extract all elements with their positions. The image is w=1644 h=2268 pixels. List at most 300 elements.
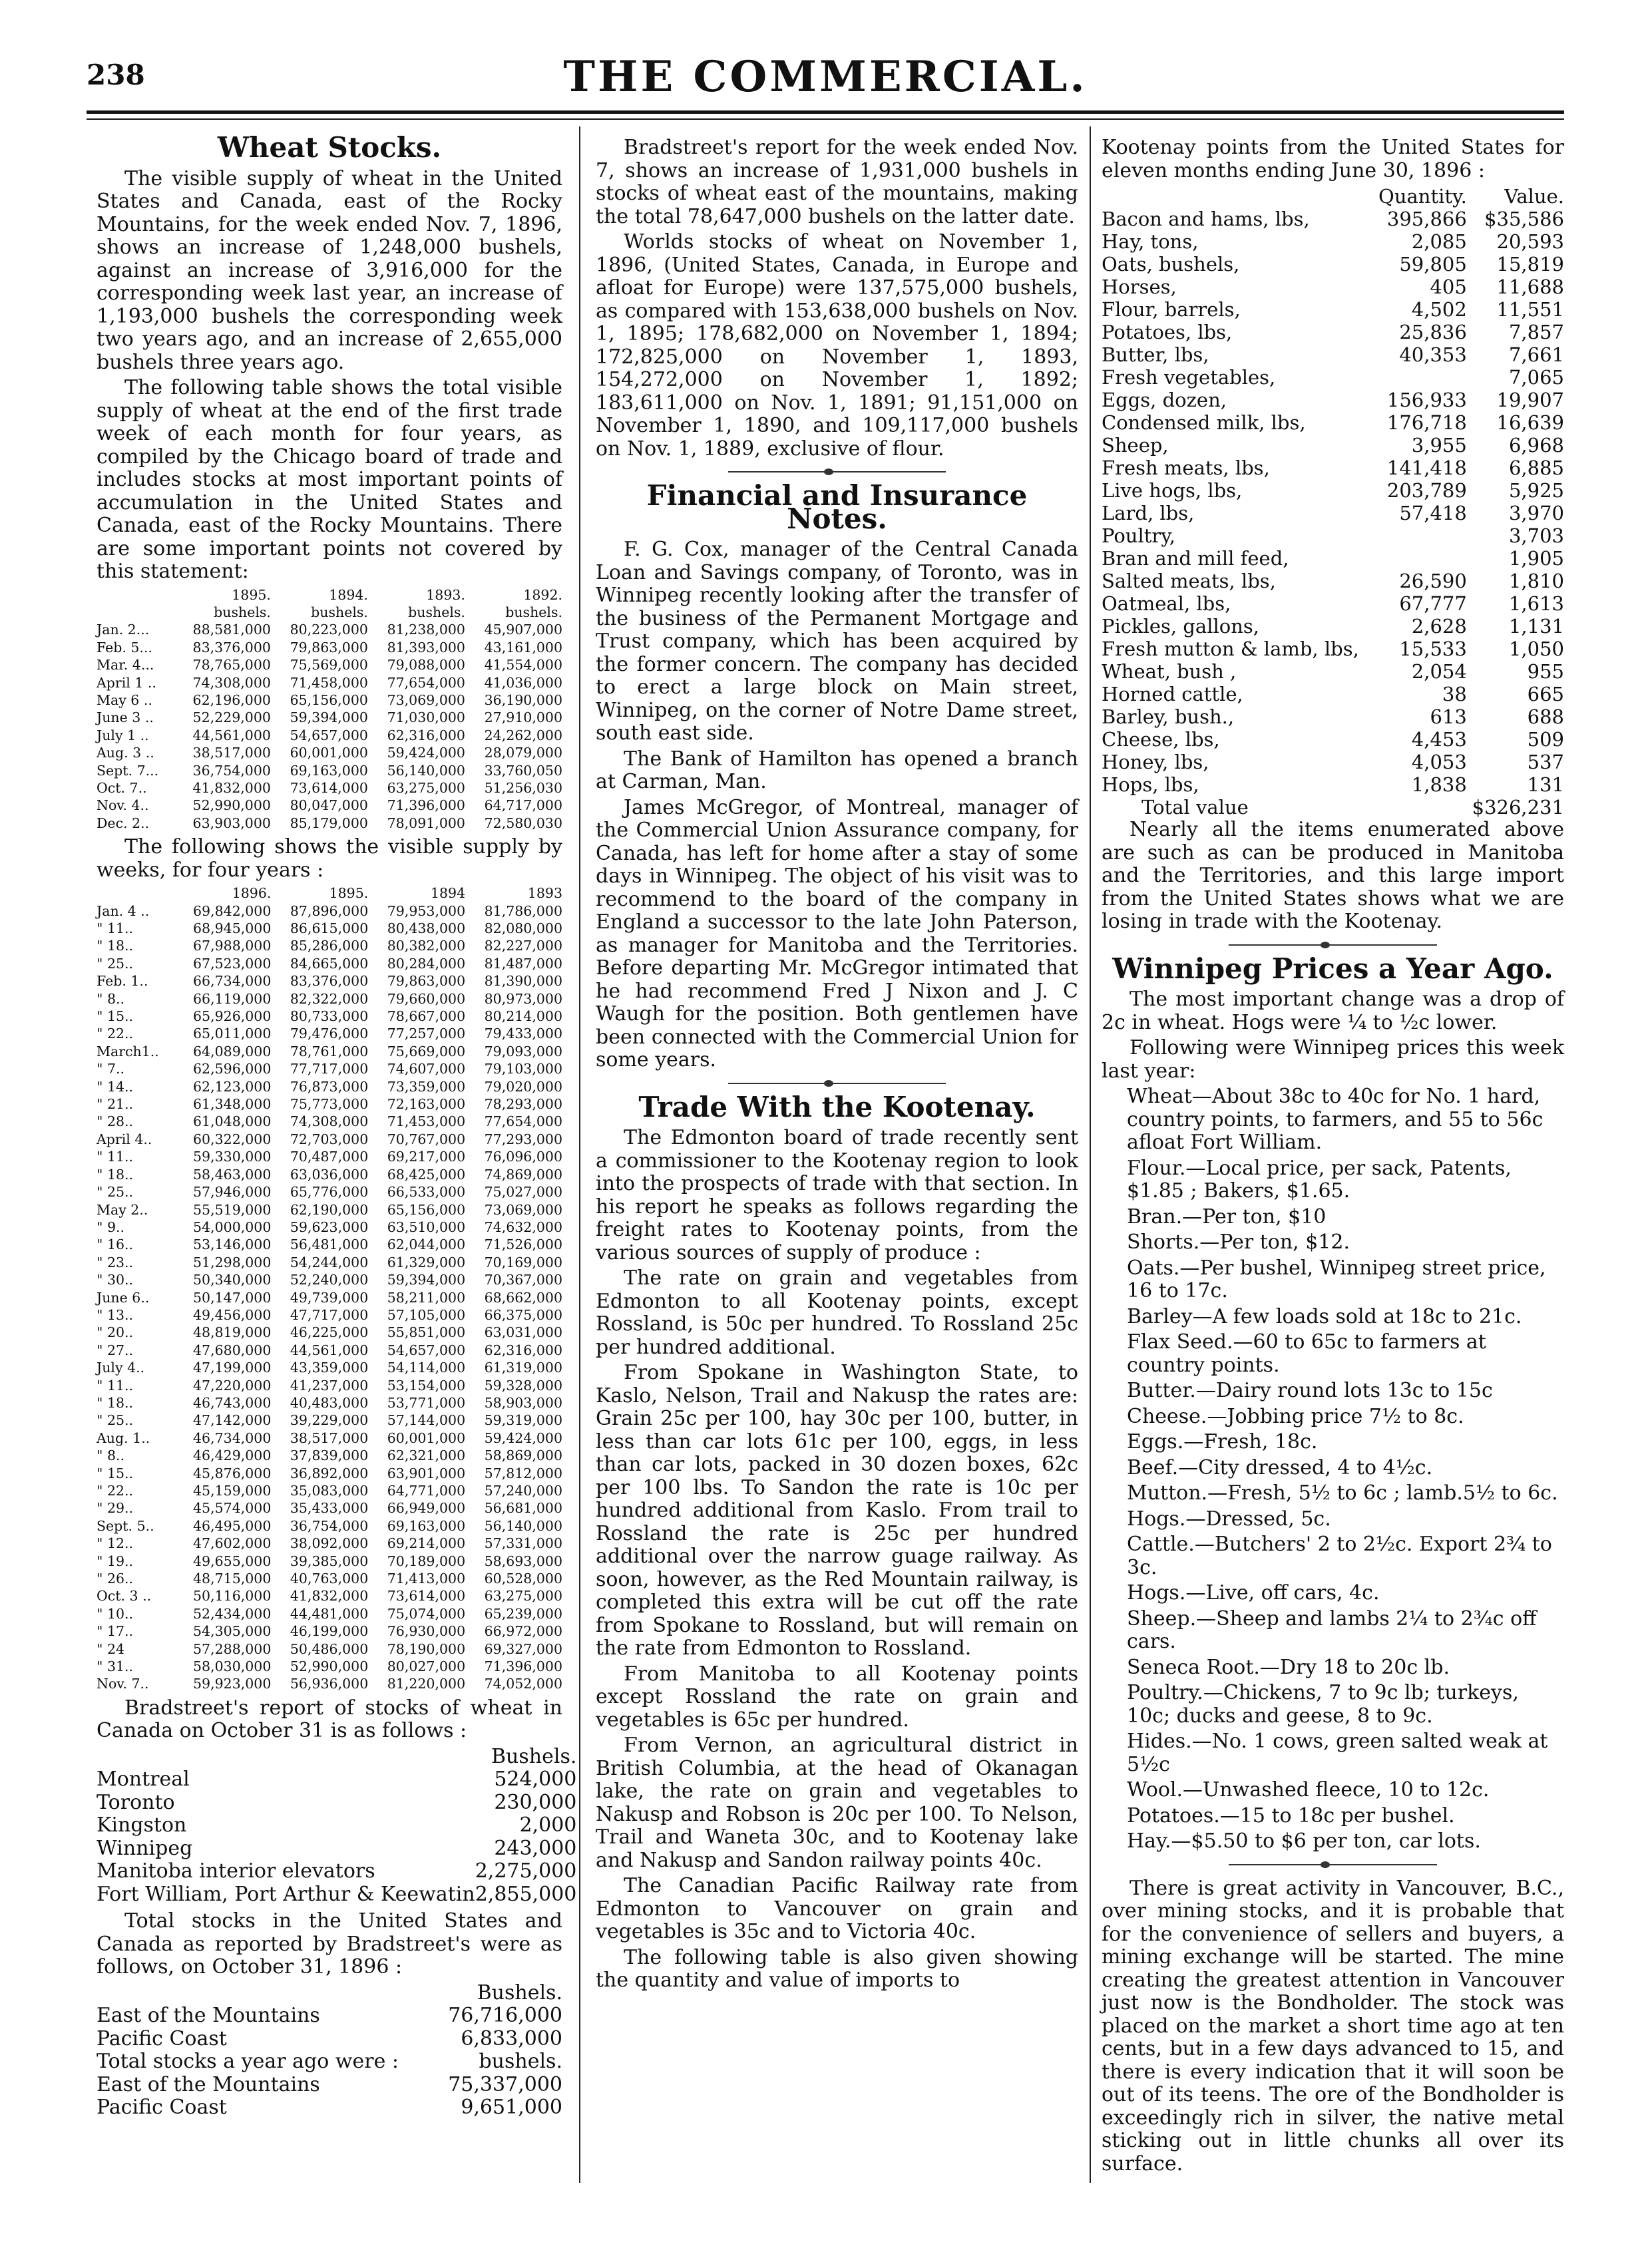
table-row <box>97 955 562 972</box>
row-value: 38,092,000 <box>290 1535 369 1552</box>
row-label: April 4.. <box>97 1131 152 1147</box>
row-value: 65,239,000 <box>484 1605 562 1622</box>
row-label: " 25.. <box>97 1412 134 1429</box>
row-value: 81,487,000 <box>484 955 562 972</box>
row-value: 41,237,000 <box>290 1377 369 1394</box>
ledger-row <box>97 1792 576 1815</box>
price-item: Eggs.—Fresh, 18c. <box>1127 1430 1318 1453</box>
row-value: 54,657,000 <box>387 1342 466 1358</box>
row-value: 66,734,000 <box>193 973 272 990</box>
row-label: Toronto <box>97 1790 175 1814</box>
ledger-row <box>97 1860 576 1883</box>
row-value: 58,030,000 <box>193 1658 272 1675</box>
table-row <box>97 815 562 832</box>
import-row <box>1102 457 1564 479</box>
row-value: 62,123,000 <box>193 1078 272 1095</box>
row-label: Feb. 5... <box>97 639 152 656</box>
row-value: 79,433,000 <box>484 1026 562 1042</box>
row-value: 65,156,000 <box>290 691 368 708</box>
row-value: 4,502 <box>1411 298 1467 321</box>
row-label: Eggs, dozen, <box>1102 389 1227 411</box>
table-row <box>97 797 562 814</box>
row-value: 81,393,000 <box>387 639 465 656</box>
unit-header: bushels. <box>408 604 465 620</box>
table-row <box>97 744 562 761</box>
row-label: " 19.. <box>97 1553 134 1569</box>
newspaper-title: THE COMMERCIAL. <box>563 52 1088 102</box>
row-label: Horned cattle, <box>1102 683 1243 705</box>
row-label: " 27.. <box>97 1342 134 1358</box>
row-value: 47,142,000 <box>193 1412 272 1429</box>
row-value <box>1374 524 1467 547</box>
table-row <box>97 1570 562 1587</box>
row-value: 41,832,000 <box>290 1588 369 1605</box>
wheat-stocks-paragraph: The following table shows the total visible supply of wheat at the end of the first trade week of each month for four years, as compiled by the Chicago board of trade and includes stocks at most important points of accumulation in the United States and Canada, east of the Rocky Mountains. There are some important points not covered by this statement: <box>97 376 562 583</box>
row-label: July 1 .. <box>97 727 149 743</box>
row-value: 52,990,000 <box>290 1658 369 1675</box>
row-value: 88,581,000 <box>192 622 271 638</box>
row-value: 52,434,000 <box>193 1605 272 1622</box>
article-paragraph: The Canadian Pacific Railway rate from Edmonton to Vancouver on grain and vegetables is 35c and to Victoria 40c. <box>596 1874 1078 1943</box>
table-row <box>97 902 562 920</box>
row-value: 63,901,000 <box>387 1465 466 1481</box>
row-value: 78,761,000 <box>290 1043 369 1059</box>
row-value <box>1374 547 1467 570</box>
import-row <box>1102 547 1564 570</box>
row-value: 28,079,000 <box>484 745 562 761</box>
year-header: 1896. <box>232 885 272 902</box>
row-label: " 7.. <box>97 1061 125 1077</box>
price-item: Hides.—No. 1 cows, green salted weak at 5½c <box>1127 1730 1548 1776</box>
import-row <box>1102 230 1564 253</box>
row-label: East of the Mountains <box>97 2004 320 2028</box>
table-row <box>97 1640 562 1658</box>
row-value: 1,131 <box>1508 615 1564 638</box>
kootenay-heading: Trade With the Kootenay. <box>638 1090 1036 1123</box>
table-row <box>97 1587 562 1605</box>
row-value: 47,717,000 <box>290 1306 369 1323</box>
row-value: 24,262,000 <box>484 727 562 743</box>
row-value: 4,453 <box>1411 728 1467 751</box>
row-value: 78,091,000 <box>387 815 465 831</box>
row-value: 78,667,000 <box>387 1008 466 1025</box>
row-value: 36,754,000 <box>290 1517 369 1534</box>
row-value: 43,161,000 <box>484 639 562 656</box>
row-value: 44,481,000 <box>290 1605 369 1622</box>
price-item: Seneca Root.—Dry 18 to 20c lb. <box>1127 1655 1450 1679</box>
table-row <box>97 920 562 937</box>
row-value: 33,760,050 <box>484 762 562 779</box>
row-value: 76,716,000 <box>448 2004 562 2028</box>
import-row <box>1102 615 1564 638</box>
row-value: 688 <box>1527 705 1564 728</box>
row-value: 73,359,000 <box>387 1078 466 1095</box>
row-value: 51,256,030 <box>484 779 562 796</box>
row-value: 57,288,000 <box>193 1640 272 1657</box>
table-row <box>97 1271 562 1288</box>
row-value: 85,286,000 <box>290 938 369 954</box>
row-value: 63,275,000 <box>484 1588 562 1605</box>
row-value: 59,424,000 <box>484 1429 562 1446</box>
row-value: 81,390,000 <box>484 973 562 990</box>
import-row <box>1102 208 1564 230</box>
row-value: 78,190,000 <box>387 1640 466 1657</box>
row-value: 67,777 <box>1399 592 1467 615</box>
row-value: 82,080,000 <box>484 920 562 936</box>
price-item: Shorts.—Per ton, $12. <box>1127 1230 1350 1254</box>
ledger-row <box>97 2028 562 2051</box>
price-item: Hogs.—Live, off cars, 4c. <box>1127 1581 1380 1605</box>
row-value: 11,551 <box>1496 298 1564 321</box>
price-item: Bran.—Per ton, $10 <box>1127 1205 1327 1228</box>
row-value: 65,156,000 <box>387 1201 466 1218</box>
import-row <box>1102 343 1564 366</box>
article-paragraph: From Vernon, an agricultural district in British Columbia, at the head of Okanagan lake, the rate on grain and vegetables to Nakusp and Robson is 20c per 100. To Nelson, Trail and Waneta 30c, and to Kootenay lake and Nakusp and Sandon railway points 40c. <box>596 1734 1078 1872</box>
row-label: Sheep, <box>1102 434 1169 457</box>
row-value: 80,973,000 <box>484 990 562 1007</box>
row-value: 7,065 <box>1508 366 1564 389</box>
row-value: 35,083,000 <box>290 1483 369 1499</box>
row-value: 2,085 <box>1411 230 1467 253</box>
row-value: 54,000,000 <box>193 1219 272 1235</box>
row-label: May 6 .. <box>97 691 152 708</box>
row-label: Hops, lbs, <box>1102 773 1199 796</box>
row-value: 67,988,000 <box>193 938 272 954</box>
row-value: 62,596,000 <box>193 1061 272 1077</box>
price-list <box>1102 1085 1564 1853</box>
row-value: 63,031,000 <box>484 1324 562 1341</box>
row-label: July 4.. <box>97 1360 145 1376</box>
row-value: 50,486,000 <box>290 1640 369 1657</box>
row-value: 1,613 <box>1508 592 1564 615</box>
import-row <box>1102 366 1564 389</box>
row-label: Live hogs, lbs, <box>1102 479 1243 502</box>
row-value: 53,146,000 <box>193 1236 272 1253</box>
total-stocks-table <box>97 1982 562 2120</box>
table-row <box>97 1219 562 1236</box>
article-paragraph: Bradstreet's report for the week ended Nov. 7, shows an increase of 1,931,000 bushels in stocks of wheat east of the mountains, making the total 78,647,000 bushels on the latter date. <box>596 136 1078 228</box>
row-value: 75,337,000 <box>448 2072 562 2096</box>
row-value: 40,763,000 <box>290 1571 369 1587</box>
article-paragraph: Worlds stocks of wheat on November 1, 1896, (United States, Canada, in Europe and afloat for Europe) were 137,575,000 bushels, as compared with 153,638,000 bushels on Nov. 1, 1895; 178,682,000 on November 1, 1894; 172,825,000 on November 1, 1893, 154,272,000 on November 1, 1892; 183,611,000 on Nov. 1, 1891; 91,151,000 on November 1, 1890, and 109,117,000 bushels on Nov. 1, 1889, exclusive of flour. <box>596 230 1078 461</box>
total-value-label: Total value <box>1141 796 1249 819</box>
row-value: 36,190,000 <box>484 691 562 708</box>
row-value: 46,495,000 <box>193 1517 272 1534</box>
price-item: Beef.—City dressed, 4 to 4½c. <box>1127 1455 1433 1479</box>
row-value: 3,703 <box>1508 524 1564 547</box>
header-rule-thin <box>87 118 1564 120</box>
row-value: 73,614,000 <box>387 1588 466 1605</box>
row-label: " 18.. <box>97 1166 134 1183</box>
ledger-row <box>97 1883 576 1907</box>
table-row <box>97 1289 562 1306</box>
row-value: 59,424,000 <box>387 745 465 761</box>
total-intro: Total stocks in the United States and Canada as reported by Bradstreet's were as follows, on October 31, 1896 : <box>97 1909 562 1979</box>
import-row <box>1102 524 1564 547</box>
row-value: 69,327,000 <box>484 1640 562 1657</box>
ledger-row <box>97 2074 562 2097</box>
row-value: 62,321,000 <box>387 1447 466 1464</box>
row-label: Potatoes, lbs, <box>1102 321 1233 343</box>
row-label: Manitoba interior elevators <box>97 1859 375 1883</box>
table-row <box>97 1412 562 1429</box>
row-label: Barley, bush., <box>1102 705 1235 728</box>
price-item: Hogs.—Dressed, 5c. <box>1127 1507 1331 1531</box>
row-value: 50,340,000 <box>193 1272 272 1288</box>
row-value: 80,047,000 <box>290 797 368 814</box>
row-label: Pacific Coast <box>97 2096 227 2120</box>
row-value: 74,869,000 <box>484 1166 562 1183</box>
row-value: 72,703,000 <box>290 1131 369 1147</box>
row-value: 74,607,000 <box>387 1061 466 1077</box>
table-row <box>97 1025 562 1042</box>
row-value: 79,093,000 <box>484 1043 562 1059</box>
row-label: Poultry, <box>1102 524 1176 547</box>
price-item: Flour.—Local price, per sack, Patents, $1.85 ; Bakers, $1.65. <box>1127 1156 1512 1203</box>
ledger-row <box>97 2096 562 2120</box>
row-value: 78,765,000 <box>192 657 271 673</box>
row-value: 47,602,000 <box>193 1535 272 1552</box>
row-value: 39,385,000 <box>290 1553 369 1569</box>
row-label: Salted meats, lbs, <box>1102 570 1276 592</box>
import-row <box>1102 592 1564 615</box>
table-row <box>97 1306 562 1324</box>
row-value: 1,905 <box>1508 547 1564 570</box>
import-row <box>1102 660 1564 683</box>
row-value: 243,000 <box>494 1836 577 1860</box>
row-value: 41,554,000 <box>484 657 562 673</box>
row-label: Hay, tons, <box>1102 230 1199 253</box>
row-label: Kingston <box>97 1813 187 1837</box>
table-row <box>97 1183 562 1201</box>
row-value: 56,140,000 <box>484 1517 562 1534</box>
row-label: Condensed milk, lbs, <box>1102 411 1306 434</box>
row-value: 63,275,000 <box>387 779 465 796</box>
row-label: Mar. 4... <box>97 657 154 673</box>
row-value: 6,968 <box>1508 434 1564 457</box>
section-separator <box>728 471 945 472</box>
row-value: 46,743,000 <box>193 1394 272 1411</box>
row-value: 59,328,000 <box>484 1377 562 1394</box>
page-number: 238 <box>87 59 145 91</box>
table-row <box>97 1008 562 1025</box>
row-label: April 1 .. <box>97 674 156 691</box>
table-row <box>97 727 562 744</box>
total-value: $326,231 <box>1472 796 1564 819</box>
row-value: 65,926,000 <box>193 1008 272 1025</box>
row-value: 60,001,000 <box>387 1429 466 1446</box>
row-value: 70,487,000 <box>290 1149 369 1165</box>
row-value: 79,020,000 <box>484 1078 562 1095</box>
row-value: 68,945,000 <box>193 920 272 936</box>
import-row <box>1102 389 1564 411</box>
table-row <box>97 762 562 779</box>
import-row <box>1102 276 1564 298</box>
row-value: 64,771,000 <box>387 1483 466 1499</box>
article-paragraph: The Bank of Hamilton has opened a branch at Carman, Man. <box>596 747 1078 793</box>
row-value: 59,623,000 <box>290 1219 369 1235</box>
row-value: 44,561,000 <box>290 1342 369 1358</box>
row-value: 26,590 <box>1399 570 1467 592</box>
row-value: 46,199,000 <box>290 1623 369 1640</box>
row-value: 7,661 <box>1508 343 1564 366</box>
table-row <box>97 1429 562 1447</box>
row-value: 2,000 <box>519 1813 577 1837</box>
row-value: 60,322,000 <box>193 1131 272 1147</box>
row-value: 61,348,000 <box>193 1096 272 1113</box>
row-label: " 11.. <box>97 920 134 936</box>
row-value: 50,116,000 <box>193 1588 272 1605</box>
row-value: 40,483,000 <box>290 1394 369 1411</box>
row-label: " 28.. <box>97 1113 134 1130</box>
article-paragraph: From Manitoba to all Kootenay points except Rossland the rate on grain and vegetables is 65c per hundred. <box>596 1662 1078 1732</box>
row-value: 80,382,000 <box>387 938 466 954</box>
row-label: " 15.. <box>97 1008 134 1025</box>
row-value: 67,523,000 <box>193 955 272 972</box>
article-paragraph: There is great activity in Vancouver, B.C., over mining stocks, and it is probable that for the convenience of sellers and buyers, a mining exchange will be started. The mine creating the greatest attention in Vancouver just now is the Bondholder. The stock was placed on the market a short time ago at ten cents, but in a few days advanced to 15, and there is every indication that it will soon be out of its teens. The ore of the Bondholder is exceedingly rich in silver, the native metal sticking out in little chunks all over its surface. <box>1102 1876 1564 2175</box>
row-value: 71,413,000 <box>387 1571 466 1587</box>
table-row <box>97 1236 562 1253</box>
monthly-supply-table <box>97 586 562 833</box>
table-row <box>97 1394 562 1412</box>
row-value: 2,275,000 <box>475 1859 577 1883</box>
row-label: " 11.. <box>97 1149 134 1165</box>
row-value: 131 <box>1527 773 1564 796</box>
row-value: 50,147,000 <box>193 1289 272 1306</box>
row-value: 79,476,000 <box>290 1026 369 1042</box>
column-rule-1 <box>579 126 580 2183</box>
table-row <box>97 1605 562 1622</box>
row-value: 16,639 <box>1496 411 1564 434</box>
row-value: 15,819 <box>1496 253 1564 276</box>
row-value: 69,163,000 <box>290 762 368 779</box>
row-value: 72,580,030 <box>484 815 562 831</box>
row-value: 74,308,000 <box>192 674 271 691</box>
row-label: Aug. 1.. <box>97 1429 150 1446</box>
row-value: 69,163,000 <box>387 1517 466 1534</box>
row-value: 74,052,000 <box>484 1676 562 1692</box>
row-value: 39,229,000 <box>290 1412 369 1429</box>
row-value: 70,367,000 <box>484 1272 562 1288</box>
row-value: 509 <box>1527 728 1564 751</box>
article-paragraph: The Edmonton board of trade recently sent a commissioner to the Kootenay region to look into the prospects of trade with that section. In his report he speaks as follows regarding the freight rates to Kootenay points, from the various sources of supply of produce : <box>596 1126 1078 1264</box>
row-value: 71,030,000 <box>387 709 465 726</box>
row-value: 41,832,000 <box>192 779 271 796</box>
row-value: 57,144,000 <box>387 1412 466 1429</box>
row-label: Bacon and hams, lbs, <box>1102 208 1310 230</box>
row-value: 79,103,000 <box>484 1061 562 1077</box>
row-value: 64,089,000 <box>193 1043 272 1059</box>
row-label: Oatmeal, lbs, <box>1102 592 1231 615</box>
unit-header: Bushels. <box>491 1744 577 1768</box>
row-value: 77,654,000 <box>484 1113 562 1130</box>
table-row <box>97 1499 562 1517</box>
table-row <box>97 937 562 954</box>
weekly-intro: The following shows the visible supply by weeks, for four years : <box>97 835 562 882</box>
row-value: 62,316,000 <box>484 1342 562 1358</box>
row-value: 71,458,000 <box>290 674 368 691</box>
row-value: 57,418 <box>1399 502 1467 524</box>
import-row <box>1102 479 1564 502</box>
table-row <box>97 1148 562 1165</box>
row-value: 955 <box>1527 660 1564 683</box>
row-value: 78,293,000 <box>484 1096 562 1113</box>
section-separator <box>1229 944 1437 946</box>
row-value: $35,586 <box>1484 208 1564 230</box>
row-label: Fresh mutton & lamb, lbs, <box>1102 638 1359 660</box>
row-value: 84,665,000 <box>290 955 369 972</box>
header-rule-thick <box>87 110 1564 114</box>
row-label: " 24 <box>97 1640 125 1657</box>
row-value: 80,284,000 <box>387 955 466 972</box>
table-row <box>97 1095 562 1113</box>
row-value: 56,140,000 <box>387 762 465 779</box>
row-value: 49,739,000 <box>290 1289 369 1306</box>
table-row <box>97 1465 562 1482</box>
row-value: 61,048,000 <box>193 1113 272 1130</box>
row-value: 25,836 <box>1399 321 1467 343</box>
table-row <box>97 1622 562 1640</box>
row-value: 86,615,000 <box>290 920 369 936</box>
import-row <box>1102 434 1564 457</box>
row-value: 52,240,000 <box>290 1272 369 1288</box>
row-value: 79,863,000 <box>387 973 466 990</box>
row-value: 74,632,000 <box>484 1219 562 1235</box>
row-value: 58,211,000 <box>387 1289 466 1306</box>
table-row <box>97 972 562 990</box>
row-value: 58,463,000 <box>193 1166 272 1183</box>
row-value: 80,214,000 <box>484 1008 562 1025</box>
article-paragraph: James McGregor, of Montreal, manager of the Commercial Union Assurance company, for Canada, has left for home after a stay of some days in Winnipeg. The object of his visit was to recommend to the board of the company in England a successor to the late John Paterson, as manager for Manitoba and the Territories. Before departing Mr. McGregor intimated that he had recommend Fred J Nixon and J. C Waugh for the position. Both gentlemen have been connected with the Commercial Union for some years. <box>596 795 1078 1071</box>
ledger-row <box>97 2050 562 2074</box>
price-item: Poultry.—Chickens, 7 to 9c lb; turkeys, 10c; ducks and geese, 8 to 9c. <box>1127 1681 1519 1728</box>
price-item: Barley—A few loads sold at 18c to 21c. <box>1127 1304 1522 1328</box>
row-label: " 23.. <box>97 1254 134 1270</box>
import-row <box>1102 705 1564 728</box>
row-value: 71,396,000 <box>484 1658 562 1675</box>
row-label: June 6.. <box>97 1289 150 1306</box>
wheat-stocks-paragraph: The visible supply of wheat in the United States and Canada, east of the Rocky Mountains, for the week ended Nov. 7, 1896, shows an increase of 1,248,000 bushels, against an increase of 3,916,000 for the corresponding week last year, an increase of 1,193,000 bushels the corresponding week two years ago, and an increase of 2,655,000 bushels three years ago. <box>97 166 562 374</box>
year-header: 1895. <box>329 885 369 902</box>
row-value: 52,229,000 <box>192 709 271 726</box>
value-header: Value. <box>1504 185 1564 208</box>
row-label: " 12.. <box>97 1535 134 1552</box>
ledger-row <box>97 1814 576 1837</box>
row-value: 3,970 <box>1508 502 1564 524</box>
row-label: Nov. 4.. <box>97 797 149 814</box>
row-value: 61,329,000 <box>387 1254 466 1270</box>
price-item: Potatoes.—15 to 18c per bushel. <box>1127 1803 1455 1827</box>
column-3 <box>1102 136 1564 2178</box>
row-value <box>1374 366 1467 389</box>
row-value: 68,425,000 <box>387 1166 466 1183</box>
import-row <box>1102 253 1564 276</box>
table-row <box>97 1517 562 1535</box>
row-value: 57,331,000 <box>484 1535 562 1552</box>
article-paragraph: The most important change was a drop of 2c in wheat. Hogs were ¼ to ½c lower. <box>1102 988 1564 1034</box>
row-value: 59,923,000 <box>193 1676 272 1692</box>
row-value: 85,179,000 <box>290 815 368 831</box>
row-value: 66,533,000 <box>387 1184 466 1201</box>
row-value: 81,220,000 <box>387 1676 466 1692</box>
table-row <box>97 656 562 673</box>
row-value: 76,930,000 <box>387 1623 466 1640</box>
row-value: 74,308,000 <box>290 1113 369 1130</box>
row-value: 79,660,000 <box>387 990 466 1007</box>
section-separator <box>728 1083 945 1084</box>
row-value: 203,789 <box>1386 479 1467 502</box>
row-value: 6,885 <box>1508 457 1564 479</box>
